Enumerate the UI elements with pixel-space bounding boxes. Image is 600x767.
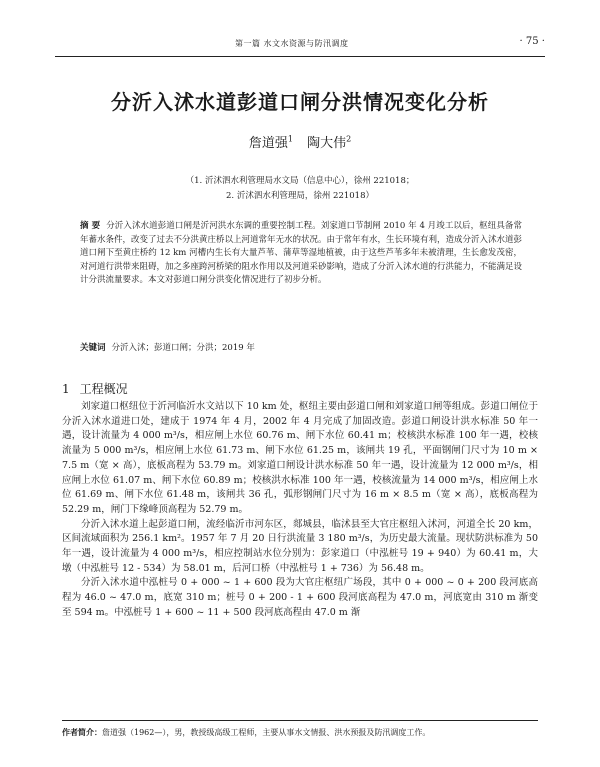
running-title: 第一篇 水文水资源与防汛调度: [235, 39, 349, 48]
abstract: [80, 220, 522, 288]
section-body: [62, 400, 538, 621]
section-number: 1: [62, 382, 70, 396]
paragraph: 刘家道口枢纽位于沂河临沂水文站以下 10 km 处，枢纽主要由彭道口闸和刘家道口闸等组成。彭道口闸位于分沂入沭水道进口处，建成于 1974 年 4 月，2002 年 4 月完成了加固改造。彭道口闸设计洪水标准 50 年一遇，设计流量为 4 000 m³/s，相应闸上水位 60.76 m、闸下水位 60.41 m；校核洪水标准 100 年一遇，校核流量为 5 000 m³/s，相应闸上水位 61.73 m、闸下水位 61.25 m，该闸共 19 孔，平面钢闸门尺寸为 10 m × 7.5 m（宽 × 高），底板高程为 53.79 m。刘家道口闸设计洪水标准 50 年一遇，设计流量为 12 000 m³/s，相应闸上水位 61.07 m、闸下水位 60.89 m；校核洪水标准 100 年一遇，校核流量为 14 000 m³/s，相应闸上水位 61.69 m、闸下水位 61.48 m，该闸共 36 孔，弧形钢闸门尺寸为 16 m × 8.5 m（宽 × 高），底板高程为 52.29 m，闸门下缘峰顶高程为 52.79 m。: [62, 401, 538, 515]
author-footnote: [62, 720, 538, 738]
footnote-label: 作者简介：: [62, 728, 102, 737]
keywords-label: 关键词: [80, 343, 106, 353]
paper-title: 分沂入沭水道彭道口闸分洪情况变化分析: [111, 90, 489, 114]
abstract-text: 分沂入沭水道彭道口闸是沂河洪水东调的重要控制工程。刘家道口节制闸 2010 年 4 月竣工以后，枢纽具备常年蓄水条件，改变了过去不分洪黄庄桥以上河道常年无水的状况。由于常年有水，生长环境有利，造成分沂入沭水道彭道口闸下至黄庄桥约 12 km 河槽内生长有大量芦苇、蒲草等湿地植被，由于这些芦苇多年未被清理，生长愈发茂密，对河道行洪带来阻碍，加之多座跨河桥梁的阻水作用以及河道采砂影响，造成了分沂入沭水道的行洪能力，不能满足设计分洪流量要求。本文对彭道口闸分洪变化情况进行了初步分析。: [80, 221, 523, 286]
paragraph: 分沂入沭水道上起彭道口闸，流经临沂市河东区，郯城县，临沭县至大官庄枢纽入沭河，河道全长 20 km，区间流域面积为 256.1 km²。1957 年 7 月 20 日行洪流量 3 180 m³/s，为历史最大流量。现状防洪标准为 50 年一遇，设计流量为 4 000 m³/s，相应控制站水位分别为：彭家道口（中泓桩号 19 + 940）为 60.41 m，大墩（中泓桩号 12 - 534）为 58.01 m，后河口桥（中泓桩号 1 + 736）为 56.48 m。: [62, 518, 538, 574]
abstract-label: 摘 要: [80, 221, 101, 231]
author-1: 詹道强$^1$: [248, 134, 293, 151]
affiliation-1: （1. 沂沭泗水利管理局水文局（信息中心），徐州 221018；: [185, 176, 415, 186]
affiliation-2: 2. 沂沭泗水利管理局，徐州 221018）: [226, 191, 374, 201]
footnote-text: 詹道强（1962—），男，教授级高级工程师，主要从事水文情报、洪水预报及防汛调度工作。: [102, 728, 431, 737]
paragraph: 分沂入沭水道中泓桩号 0 + 000 ~ 1 + 600 段为大官庄枢纽广场段，其中 0 + 000 ~ 0 + 200 段河底高程为 46.0 ~ 47.0 m，底宽 310 m；桩号 0 + 200 - 1 + 600 段河底高程为 47.0 m，河底宽由 310 m 渐变至 594 m。中泓桩号 1 + 600 ~ 11 + 500 段河底高程由 47.0 m 渐: [62, 577, 538, 618]
running-header: [55, 38, 545, 57]
author-2: 陶大伟$^2$: [307, 134, 352, 151]
page-number: · 75 ·: [519, 36, 545, 47]
keywords-text: 分沂入沭；彭道口闸；分洪；2019 年: [111, 343, 255, 353]
author-list: [0, 132, 600, 151]
section-heading: [62, 380, 128, 397]
section-title: 工程概况: [79, 382, 128, 396]
affiliations: [0, 174, 600, 204]
keywords: [80, 342, 522, 356]
